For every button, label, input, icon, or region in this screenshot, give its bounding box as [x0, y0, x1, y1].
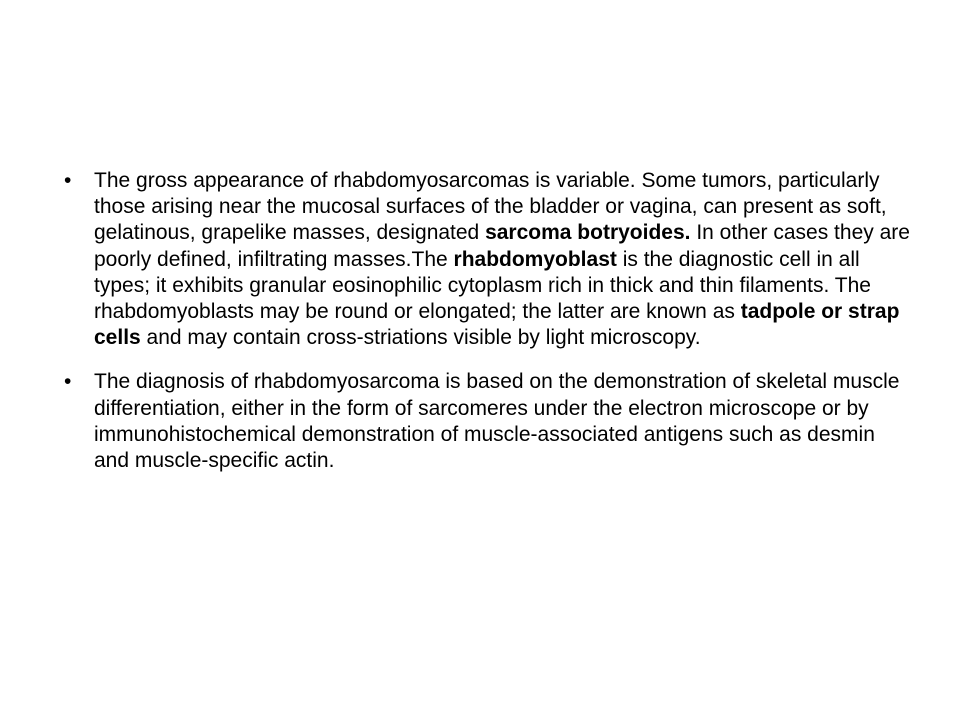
text-segment: The gross appearance of rhabdomyosarcomas is variable. Some tumors, particularly those arising near the mucosal surfaces of the bladder or vagina, can present as soft, gelatinous, grapelike masses, designated: [94, 169, 887, 245]
bullet-list: [64, 168, 914, 492]
text-segment: and may contain cross-striations visible by light microscopy.: [140, 326, 701, 350]
text-segment: In other cases they are poorly defined, infiltrating masses.The: [94, 221, 910, 271]
bullet-icon: •: [64, 370, 72, 394]
text-segment: The diagnosis of rhabdomyosarcoma is based on the demonstration of skeletal muscle differentiation, either in the form of sarcomeres under the electron microscope or by immunohistochemical demonstration of muscle-associated antigens such as desmin and muscle-specific actin.: [94, 370, 900, 473]
bullet-text-1: [94, 169, 910, 349]
bold-term-rhabdomyoblast: rhabdomyoblast: [453, 247, 617, 271]
text-segment: is the diagnostic cell in all types; it exhibits granular eosinophilic cytoplasm rich in thick and thin filaments. The rhabdomyoblasts may be round or elongated; the latter are known as: [94, 247, 871, 324]
bullet-icon: •: [64, 169, 72, 192]
bullet-item-1: [64, 168, 914, 351]
bullet-text-2: [94, 370, 899, 472]
bold-term-sarcoma-botryoides: sarcoma botryoides.: [485, 221, 691, 245]
bullet-item-2: [64, 369, 914, 474]
bold-term-tadpole-strap-cells: tadpole or strap cells: [94, 300, 900, 350]
